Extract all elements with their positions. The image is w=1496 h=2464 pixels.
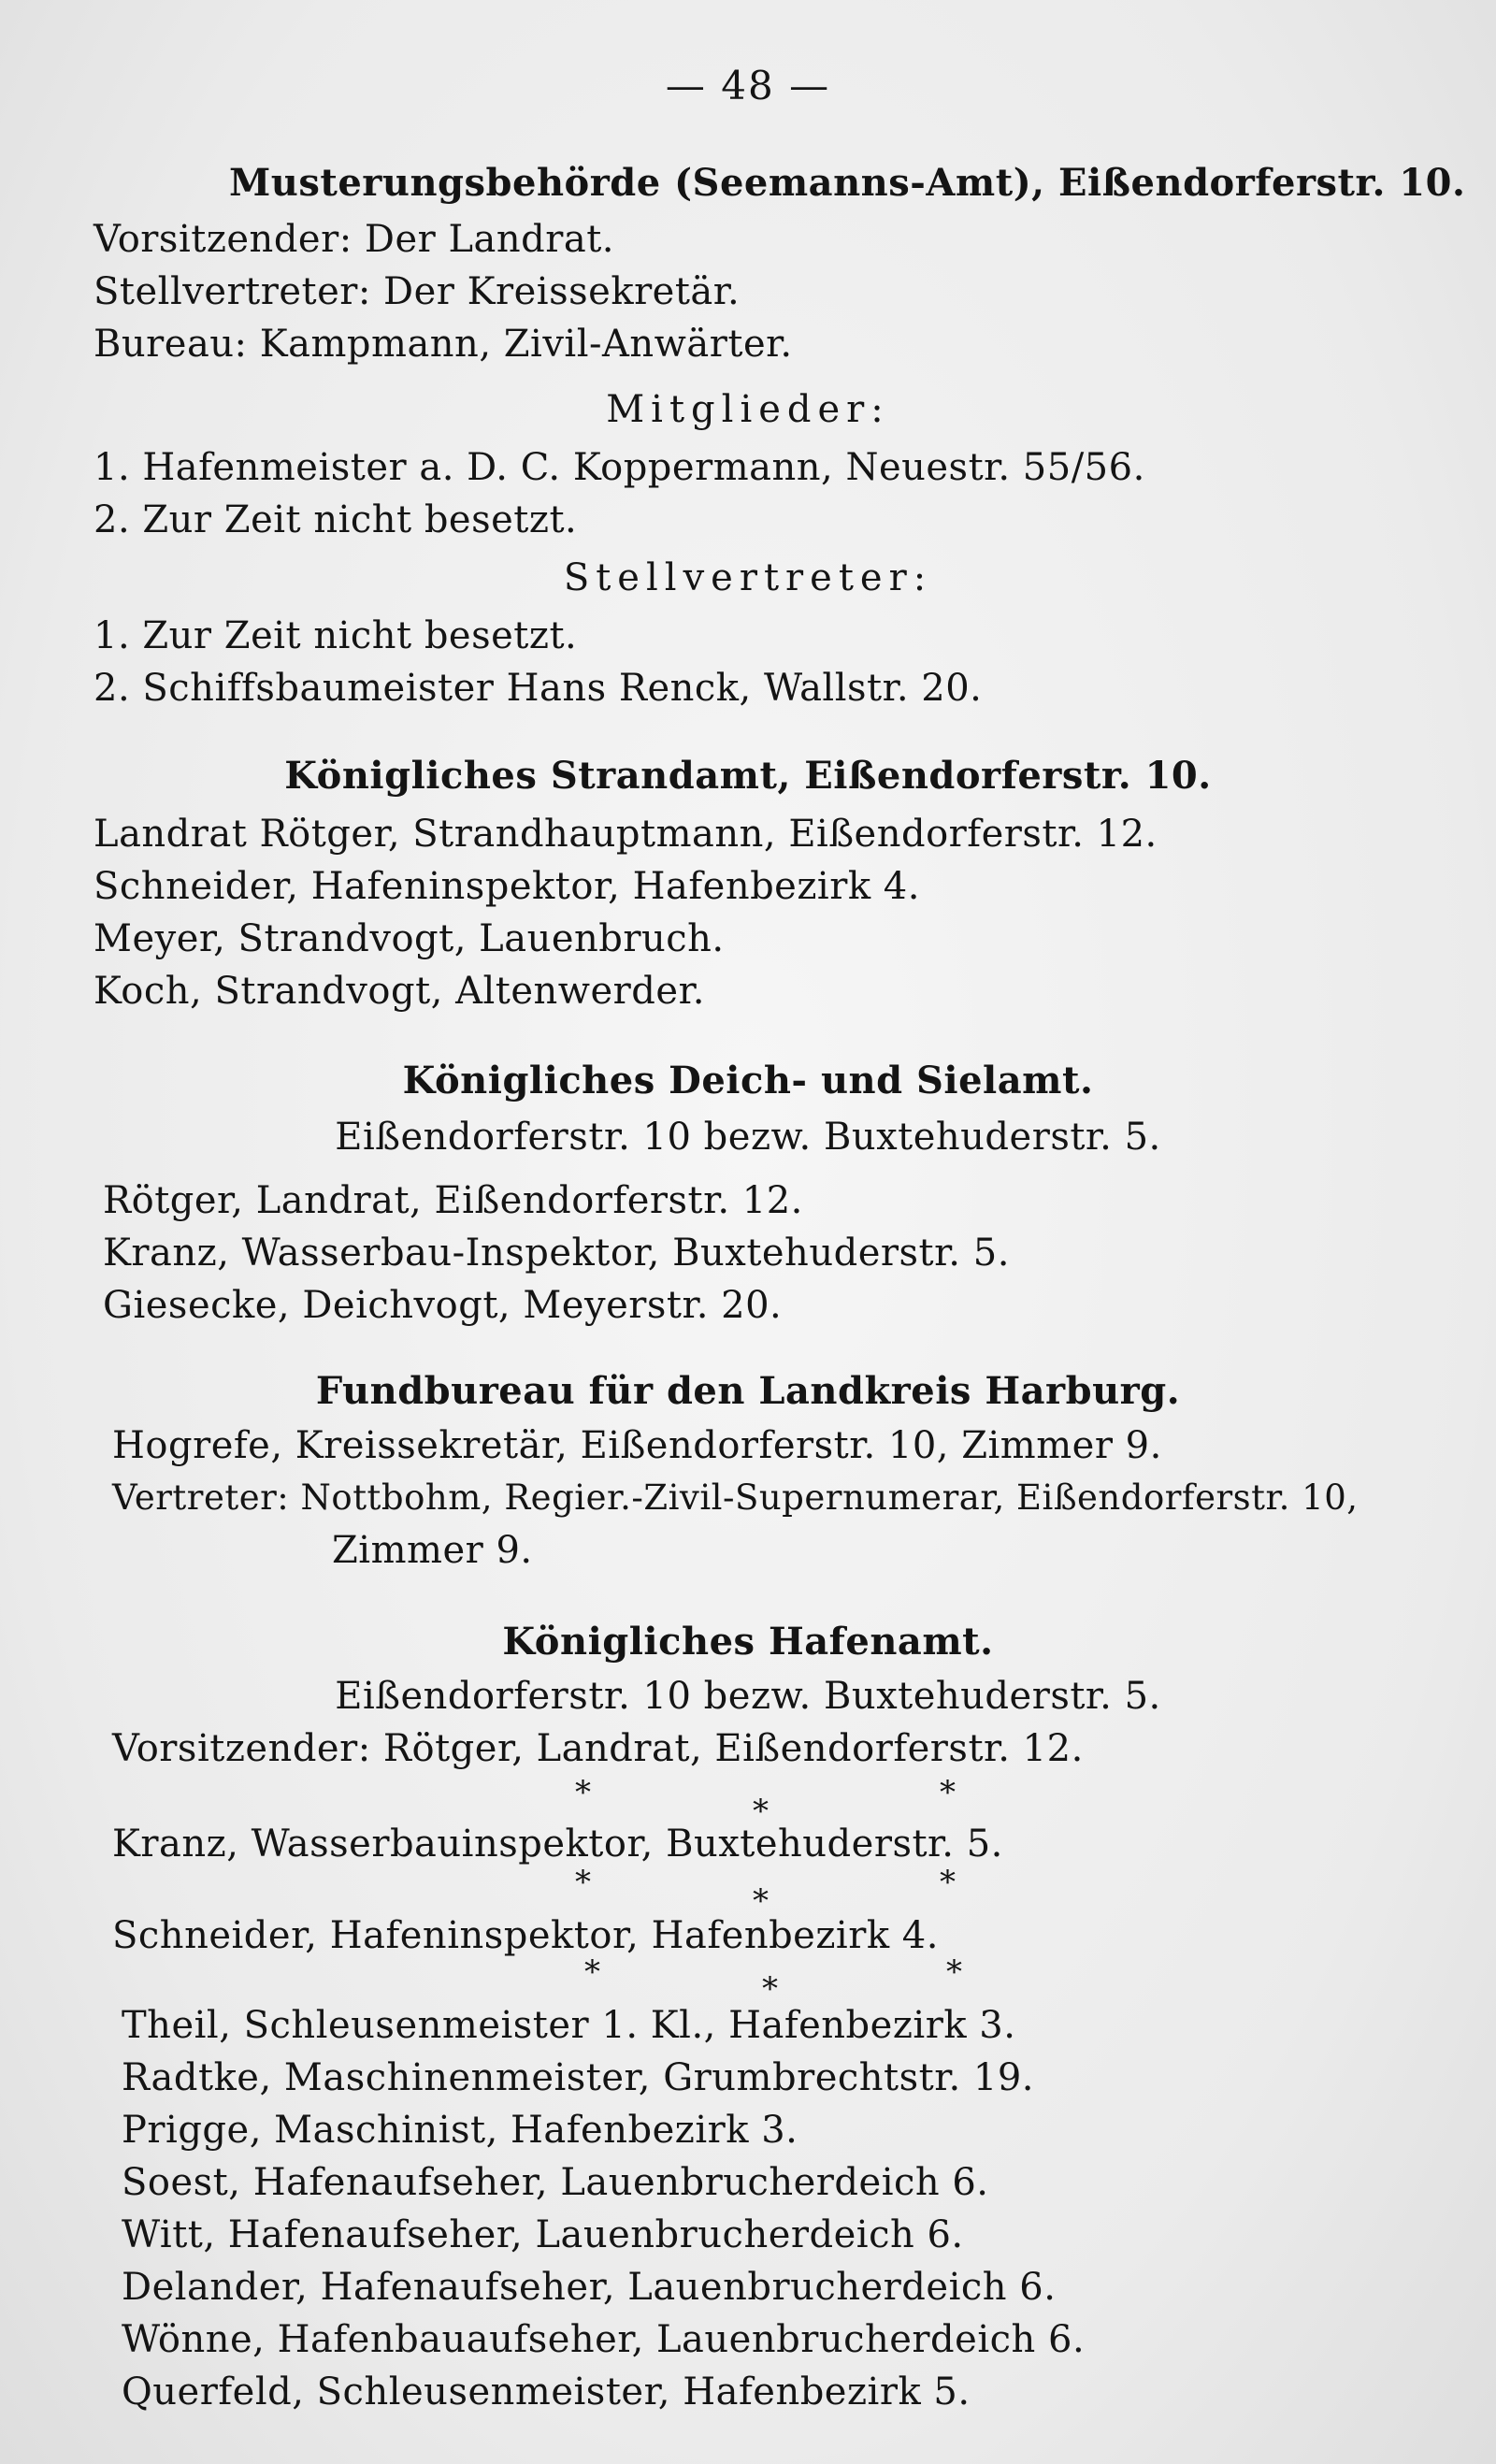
hafenamt-staff: Witt, Hafenaufseher, Lauenbrucherdeich 6. xyxy=(122,2213,964,2256)
hafenamt-staff: Querfeld, Schleusenmeister, Hafenbezirk 5. xyxy=(122,2370,971,2414)
star-separator: * xyxy=(940,1864,956,1901)
fundbureau-line: Zimmer 9. xyxy=(332,1529,533,1572)
member-item: 1. Hafenmeister a. D. C. Koppermann, Neuestr. 55/56. xyxy=(94,446,1145,489)
fundbureau-line: Vertreter: Nottbohm, Regier.-Zivil-Supernumerar, Eißendorferstr. 10, xyxy=(112,1477,1359,1518)
hafenamt-heading: Königliches Hafenamt. xyxy=(502,1620,994,1664)
star-separator: * xyxy=(753,1793,769,1830)
members-heading: Mitglieder: xyxy=(606,388,890,431)
strandamt-line: Koch, Strandvogt, Altenwerder. xyxy=(94,970,706,1013)
hafenamt-staff: Prigge, Maschinist, Hafenbezirk 3. xyxy=(122,2109,798,2152)
star-separator: * xyxy=(575,1774,591,1811)
deichamt-line: Rötger, Landrat, Eißendorferstr. 12. xyxy=(103,1179,803,1222)
star-separator: * xyxy=(940,1774,956,1811)
musterung-heading: Musterungsbehörde (Seemanns-Amt), Eißendorferstr. 10. xyxy=(229,161,1466,205)
strandamt-line: Meyer, Strandvogt, Lauenbruch. xyxy=(94,917,725,960)
page-number: — 48 — xyxy=(665,63,831,108)
musterung-line: Stellvertreter: Der Kreissekretär. xyxy=(94,270,741,313)
deputy-item: 2. Schiffsbaumeister Hans Renck, Wallstr. 20. xyxy=(94,667,983,710)
hafenamt-staff: Radtke, Maschinenmeister, Grumbrechtstr. 19. xyxy=(122,2056,1034,2099)
deichamt-subheading: Eißendorferstr. 10 bezw. Buxtehuderstr. 5. xyxy=(335,1116,1161,1159)
star-separator: * xyxy=(575,1864,591,1901)
musterung-line: Vorsitzender: Der Landrat. xyxy=(94,218,615,261)
hafenamt-staff: Soest, Hafenaufseher, Lauenbrucherdeich 6. xyxy=(122,2161,989,2204)
strandamt-line: Landrat Rötger, Strandhauptmann, Eißendorferstr. 12. xyxy=(94,813,1158,856)
star-separator: * xyxy=(762,1970,778,2008)
member-item: 2. Zur Zeit nicht besetzt. xyxy=(94,498,578,541)
deichamt-heading: Königliches Deich- und Sielamt. xyxy=(402,1059,1094,1102)
deputy-item: 1. Zur Zeit nicht besetzt. xyxy=(94,614,578,657)
star-separator: * xyxy=(946,1953,962,1991)
deputies-heading: Stellvertreter: xyxy=(563,556,933,599)
musterung-line: Bureau: Kampmann, Zivil-Anwärter. xyxy=(94,323,793,366)
fundbureau-heading: Fundbureau für den Landkreis Harburg. xyxy=(315,1369,1181,1413)
fundbureau-line: Hogrefe, Kreissekretär, Eißendorferstr. 10, Zimmer 9. xyxy=(112,1424,1162,1467)
hafenamt-staff: Delander, Hafenaufseher, Lauenbrucherdeich 6. xyxy=(122,2266,1057,2309)
star-separator: * xyxy=(584,1953,600,1991)
hafenamt-chair: Vorsitzender: Rötger, Landrat, Eißendorferstr. 12. xyxy=(112,1727,1084,1770)
deichamt-line: Giesecke, Deichvogt, Meyerstr. 20. xyxy=(103,1284,783,1327)
hafenamt-inspector: Schneider, Hafeninspektor, Hafenbezirk 4. xyxy=(112,1914,939,1957)
strandamt-heading: Königliches Strandamt, Eißendorferstr. 10. xyxy=(284,754,1212,798)
hafenamt-inspector: Kranz, Wasserbauinspektor, Buxtehuderstr. 5. xyxy=(112,1823,1003,1866)
hafenamt-subheading: Eißendorferstr. 10 bezw. Buxtehuderstr. 5. xyxy=(335,1675,1161,1718)
deichamt-line: Kranz, Wasserbau-Inspektor, Buxtehuderstr. 5. xyxy=(103,1232,1010,1275)
star-separator: * xyxy=(753,1882,769,1920)
hafenamt-staff: Theil, Schleusenmeister 1. Kl., Hafenbezirk 3. xyxy=(122,2004,1016,2047)
strandamt-line: Schneider, Hafeninspektor, Hafenbezirk 4. xyxy=(94,865,920,908)
hafenamt-staff: Wönne, Hafenbauaufseher, Lauenbrucherdeich 6. xyxy=(122,2318,1086,2361)
